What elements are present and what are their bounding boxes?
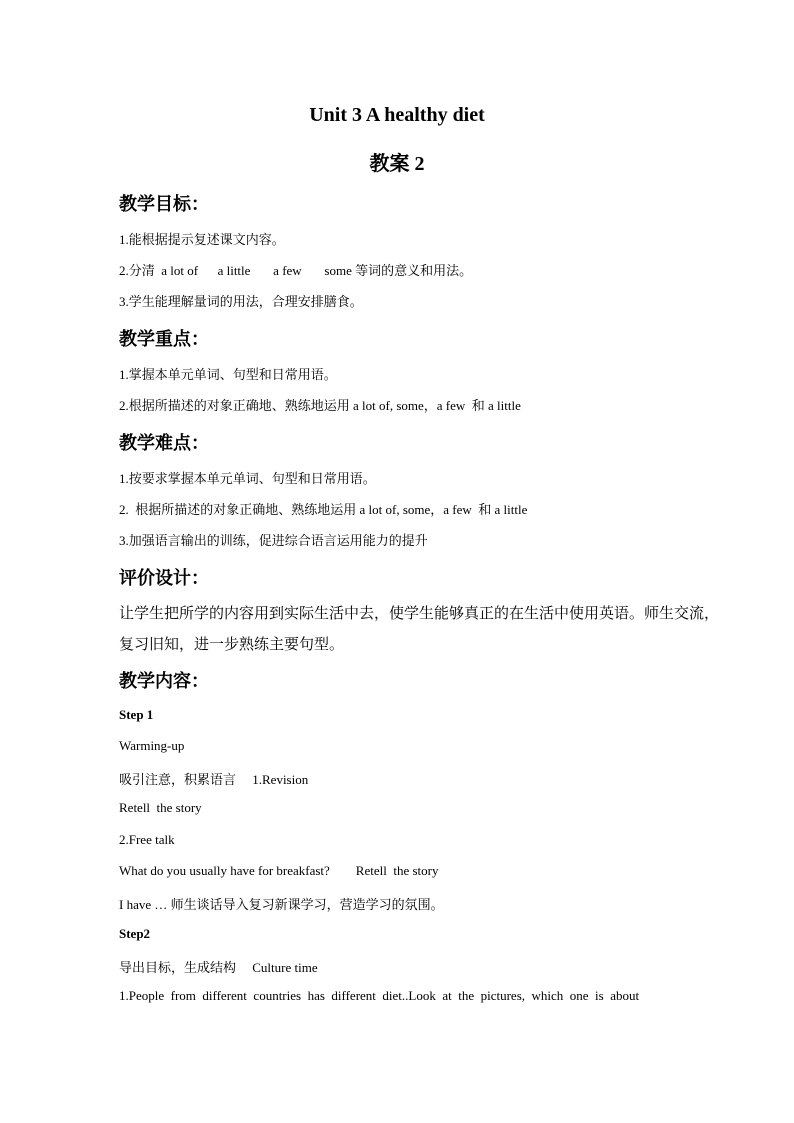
content-line: Warming-up: [119, 738, 185, 753]
step-label: Step2: [119, 926, 151, 941]
content-line: 导出目标，生成结构 Culture time: [119, 960, 318, 975]
key-point-item: 1.掌握本单元单词、句型和日常用语。: [119, 367, 337, 382]
difficulty-item: 1.按要求掌握本单元单词、句型和日常用语。: [119, 471, 376, 486]
document-subtitle: 教案 2: [369, 153, 425, 175]
content-line: What do you usually have for breakfast? Retell the story: [119, 863, 439, 878]
goal-item: 3.学生能理解量词的用法，合理安排膳食。: [119, 294, 363, 309]
content-line: I have … 师生谈话导入复习新课学习，营造学习的氛围。: [119, 897, 444, 912]
section-heading-difficulties: 教学难点：: [119, 433, 209, 453]
evaluation-text: 让学生把所学的内容用到实际生活中去，使学生能够真正的在生活中使用英语。师生交流，: [119, 606, 720, 622]
difficulty-item: 2. 根据所描述的对象正确地、熟练地运用 a lot of, some，a few 和 a little: [119, 502, 528, 517]
content-line: 吸引注意，积累语言 1.Revision: [119, 772, 309, 787]
section-heading-evaluation: 评价设计：: [119, 568, 209, 588]
goal-item: 1.能根据提示复述课文内容。: [119, 232, 285, 247]
section-heading-key-points: 教学重点：: [119, 329, 209, 349]
document-title: Unit 3 A healthy diet: [309, 104, 485, 126]
goal-item: 2.分清 a lot of a little a few some 等词的意义和用法。: [119, 263, 473, 278]
step-label: Step 1: [119, 707, 154, 722]
section-heading-goals: 教学目标：: [119, 194, 209, 214]
section-heading-content: 教学内容：: [119, 671, 209, 691]
content-line: 2.Free talk: [119, 832, 175, 847]
content-line: 1.People from different countries has different diet..Look at the pictures, which one is about: [119, 988, 640, 1003]
difficulty-item: 3.加强语言输出的训练，促进综合语言运用能力的提升: [119, 533, 428, 548]
evaluation-text: 复习旧知，进一步熟练主要句型。: [119, 637, 345, 653]
content-line: Retell the story: [119, 800, 202, 815]
key-point-item: 2.根据所描述的对象正确地、熟练地运用 a lot of, some，a few 和 a little: [119, 398, 521, 413]
